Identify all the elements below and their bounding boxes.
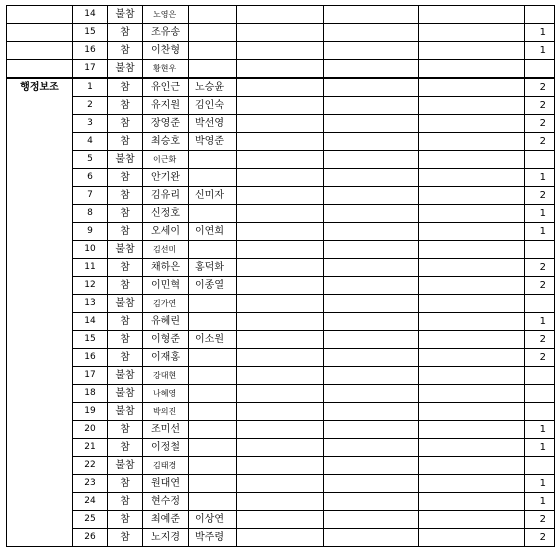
companion-name: 이상연 (189, 511, 237, 529)
attendee-count (525, 457, 555, 475)
blank-cell (324, 385, 419, 403)
blank-cell (237, 187, 324, 205)
member-name: 최예준 (143, 511, 189, 529)
attendee-count: 1 (525, 42, 555, 60)
blank-cell (324, 313, 419, 331)
companion-name (189, 421, 237, 439)
blank-cell (419, 6, 525, 24)
row-number: 1 (73, 78, 108, 97)
table-row (7, 97, 555, 115)
table-row (7, 421, 555, 439)
blank-cell (419, 223, 525, 241)
row-number: 5 (73, 151, 108, 169)
blank-cell (237, 421, 324, 439)
blank-cell (324, 187, 419, 205)
member-name: 이찬형 (143, 42, 189, 60)
companion-name (189, 313, 237, 331)
table-row (7, 349, 555, 367)
blank-cell (237, 349, 324, 367)
attendee-count: 2 (525, 277, 555, 295)
attendance-status: 불참 (108, 295, 143, 313)
row-number: 25 (73, 511, 108, 529)
attendee-count: 2 (525, 511, 555, 529)
row-number: 17 (73, 60, 108, 79)
table-row (7, 403, 555, 421)
blank-cell (419, 42, 525, 60)
blank-cell (419, 115, 525, 133)
row-number: 22 (73, 457, 108, 475)
companion-name: 이소원 (189, 331, 237, 349)
blank-cell (324, 78, 419, 97)
blank-cell (419, 151, 525, 169)
blank-cell (419, 439, 525, 457)
table-row (7, 241, 555, 259)
blank-cell (324, 529, 419, 547)
companion-name (189, 169, 237, 187)
table-row (7, 511, 555, 529)
blank-cell (324, 403, 419, 421)
member-name: 이재홍 (143, 349, 189, 367)
blank-cell (237, 277, 324, 295)
table-row (7, 115, 555, 133)
companion-name (189, 349, 237, 367)
companion-name: 김인숙 (189, 97, 237, 115)
member-name: 이민혁 (143, 277, 189, 295)
row-number: 9 (73, 223, 108, 241)
table-row (7, 187, 555, 205)
blank-cell (419, 169, 525, 187)
attendee-count (525, 367, 555, 385)
attendance-status: 불참 (108, 457, 143, 475)
row-number: 11 (73, 259, 108, 277)
attendance-status: 불참 (108, 385, 143, 403)
member-name: 유인근 (143, 78, 189, 97)
companion-name (189, 439, 237, 457)
attendance-status: 불참 (108, 151, 143, 169)
companion-name (189, 457, 237, 475)
companion-name: 노승윤 (189, 78, 237, 97)
blank-cell (237, 42, 324, 60)
blank-cell (237, 151, 324, 169)
companion-name: 박영준 (189, 133, 237, 151)
blank-cell (237, 133, 324, 151)
table-row (7, 493, 555, 511)
attendance-status: 참 (108, 259, 143, 277)
member-name: 유지원 (143, 97, 189, 115)
table-row (7, 24, 555, 42)
blank-cell (237, 295, 324, 313)
attendee-count (525, 403, 555, 421)
member-name: 김가연 (143, 295, 189, 313)
blank-cell (237, 367, 324, 385)
attendance-status: 참 (108, 42, 143, 60)
attendee-count: 1 (525, 223, 555, 241)
blank-cell (419, 385, 525, 403)
row-number: 24 (73, 493, 108, 511)
blank-cell (419, 205, 525, 223)
blank-cell (419, 259, 525, 277)
attendance-status: 참 (108, 349, 143, 367)
blank-cell (324, 241, 419, 259)
row-number: 17 (73, 367, 108, 385)
blank-cell (419, 295, 525, 313)
blank-cell (237, 439, 324, 457)
row-number: 12 (73, 277, 108, 295)
companion-name: 박주령 (189, 529, 237, 547)
companion-name: 신미자 (189, 187, 237, 205)
blank-cell (419, 403, 525, 421)
attendance-status: 불참 (108, 367, 143, 385)
attendance-status: 불참 (108, 241, 143, 259)
member-name: 김태경 (143, 457, 189, 475)
blank-cell (419, 421, 525, 439)
blank-cell (324, 115, 419, 133)
table-row (7, 205, 555, 223)
blank-cell (324, 151, 419, 169)
blank-cell (324, 367, 419, 385)
member-name: 노지경 (143, 529, 189, 547)
row-number: 16 (73, 349, 108, 367)
blank-cell (237, 493, 324, 511)
blank-cell (419, 133, 525, 151)
companion-name: 이종열 (189, 277, 237, 295)
attendee-count: 2 (525, 97, 555, 115)
blank-cell (237, 97, 324, 115)
attendee-count: 1 (525, 313, 555, 331)
attendee-count: 1 (525, 493, 555, 511)
attendance-status: 참 (108, 421, 143, 439)
blank-cell (419, 475, 525, 493)
companion-name (189, 24, 237, 42)
attendance-status: 참 (108, 133, 143, 151)
table-row (7, 60, 555, 79)
attendee-count (525, 151, 555, 169)
blank-cell (324, 511, 419, 529)
table-row (7, 295, 555, 313)
table-row (7, 169, 555, 187)
attendee-count: 1 (525, 169, 555, 187)
attendance-status: 참 (108, 511, 143, 529)
table-row (7, 133, 555, 151)
attendance-status: 참 (108, 493, 143, 511)
member-name: 채하은 (143, 259, 189, 277)
companion-name (189, 42, 237, 60)
table-row (7, 367, 555, 385)
row-number: 20 (73, 421, 108, 439)
blank-cell (419, 78, 525, 97)
blank-cell (324, 493, 419, 511)
attendee-count: 2 (525, 115, 555, 133)
attendee-count: 2 (525, 349, 555, 367)
blank-cell (237, 457, 324, 475)
companion-name: 이연희 (189, 223, 237, 241)
blank-cell (419, 511, 525, 529)
row-number: 14 (73, 6, 108, 24)
blank-cell (419, 313, 525, 331)
blank-cell (419, 277, 525, 295)
member-name: 조유송 (143, 24, 189, 42)
table-row (7, 331, 555, 349)
row-number: 14 (73, 313, 108, 331)
row-number: 10 (73, 241, 108, 259)
attendance-status: 불참 (108, 6, 143, 24)
table-row (7, 277, 555, 295)
attendance-status: 참 (108, 115, 143, 133)
attendance-status: 참 (108, 331, 143, 349)
member-name: 이형준 (143, 331, 189, 349)
row-number: 3 (73, 115, 108, 133)
attendee-count: 2 (525, 133, 555, 151)
row-number: 15 (73, 331, 108, 349)
row-number: 23 (73, 475, 108, 493)
table-row (7, 529, 555, 547)
member-name: 현수정 (143, 493, 189, 511)
table-row (7, 223, 555, 241)
attendance-status: 참 (108, 78, 143, 97)
row-number: 13 (73, 295, 108, 313)
attendee-count: 1 (525, 24, 555, 42)
table-row (7, 151, 555, 169)
blank-cell (324, 24, 419, 42)
attendee-count: 2 (525, 259, 555, 277)
blank-cell (237, 223, 324, 241)
blank-cell (237, 259, 324, 277)
blank-cell (324, 205, 419, 223)
member-name: 원대연 (143, 475, 189, 493)
attendee-count (525, 295, 555, 313)
row-number: 18 (73, 385, 108, 403)
table-row (7, 259, 555, 277)
blank-cell (237, 385, 324, 403)
attendance-status: 불참 (108, 403, 143, 421)
blank-cell (237, 313, 324, 331)
companion-name (189, 295, 237, 313)
table-row (7, 439, 555, 457)
blank-cell (419, 60, 525, 79)
row-number: 8 (73, 205, 108, 223)
attendee-count: 1 (525, 421, 555, 439)
member-name: 이근화 (143, 151, 189, 169)
member-name: 안기완 (143, 169, 189, 187)
companion-name (189, 6, 237, 24)
companion-name (189, 151, 237, 169)
blank-cell (324, 259, 419, 277)
blank-cell (419, 24, 525, 42)
table-row (7, 78, 555, 97)
companion-name: 홍덕화 (189, 259, 237, 277)
member-name: 나혜영 (143, 385, 189, 403)
table-row (7, 42, 555, 60)
blank-cell (419, 331, 525, 349)
companion-name (189, 241, 237, 259)
attendee-count: 1 (525, 439, 555, 457)
attendance-status: 참 (108, 169, 143, 187)
row-number: 21 (73, 439, 108, 457)
table-row (7, 6, 555, 24)
member-name: 유혜린 (143, 313, 189, 331)
blank-cell (419, 529, 525, 547)
member-name: 신정호 (143, 205, 189, 223)
attendance-status: 참 (108, 187, 143, 205)
blank-cell (324, 475, 419, 493)
member-name: 강대현 (143, 367, 189, 385)
blank-cell (324, 97, 419, 115)
companion-name (189, 367, 237, 385)
table-row (7, 385, 555, 403)
attendance-status: 불참 (108, 60, 143, 79)
row-number: 19 (73, 403, 108, 421)
row-number: 2 (73, 97, 108, 115)
blank-cell (419, 493, 525, 511)
blank-cell (237, 24, 324, 42)
companion-name (189, 385, 237, 403)
blank-cell (237, 60, 324, 79)
member-name: 이정철 (143, 439, 189, 457)
row-number: 26 (73, 529, 108, 547)
attendee-count (525, 60, 555, 79)
attendee-count: 2 (525, 78, 555, 97)
attendee-count (525, 385, 555, 403)
row-number: 15 (73, 24, 108, 42)
companion-name (189, 60, 237, 79)
blank-cell (419, 457, 525, 475)
attendance-table (6, 5, 555, 547)
member-name: 오세이 (143, 223, 189, 241)
blank-cell (237, 205, 324, 223)
member-name: 최승호 (143, 133, 189, 151)
blank-cell (237, 169, 324, 187)
member-name: 장영준 (143, 115, 189, 133)
blank-cell (237, 403, 324, 421)
blank-cell (237, 475, 324, 493)
blank-cell (419, 187, 525, 205)
table-row (7, 457, 555, 475)
blank-cell (324, 295, 419, 313)
blank-cell (324, 439, 419, 457)
blank-cell (324, 223, 419, 241)
companion-name (189, 475, 237, 493)
row-number: 16 (73, 42, 108, 60)
blank-cell (324, 331, 419, 349)
blank-cell (324, 133, 419, 151)
row-number: 4 (73, 133, 108, 151)
blank-cell (324, 457, 419, 475)
blank-cell (237, 529, 324, 547)
blank-cell (324, 421, 419, 439)
attendee-count: 1 (525, 205, 555, 223)
attendance-status: 참 (108, 439, 143, 457)
companion-name: 박선영 (189, 115, 237, 133)
blank-cell (324, 42, 419, 60)
blank-cell (324, 349, 419, 367)
attendee-count: 2 (525, 331, 555, 349)
row-number: 6 (73, 169, 108, 187)
attendee-count (525, 6, 555, 24)
attendance-status: 참 (108, 475, 143, 493)
member-name: 김유리 (143, 187, 189, 205)
blank-cell (237, 241, 324, 259)
attendance-status: 참 (108, 205, 143, 223)
blank-cell (324, 60, 419, 79)
member-name: 노영은 (143, 6, 189, 24)
attendance-status: 참 (108, 277, 143, 295)
blank-cell (237, 331, 324, 349)
blank-cell (237, 511, 324, 529)
companion-name (189, 493, 237, 511)
attendee-count: 2 (525, 529, 555, 547)
table-row (7, 475, 555, 493)
blank-cell (419, 241, 525, 259)
blank-cell (237, 78, 324, 97)
category-cell (7, 42, 73, 60)
attendance-status: 참 (108, 97, 143, 115)
blank-cell (237, 115, 324, 133)
member-name: 박의진 (143, 403, 189, 421)
category-cell (7, 6, 73, 24)
member-name: 조미선 (143, 421, 189, 439)
category-label: 행정보조 (7, 78, 73, 547)
category-cell (7, 60, 73, 79)
blank-cell (419, 349, 525, 367)
attendee-count (525, 241, 555, 259)
blank-cell (237, 6, 324, 24)
attendee-count: 1 (525, 475, 555, 493)
attendee-count: 2 (525, 187, 555, 205)
table-row (7, 313, 555, 331)
blank-cell (324, 6, 419, 24)
blank-cell (419, 367, 525, 385)
companion-name (189, 403, 237, 421)
blank-cell (419, 97, 525, 115)
attendance-status: 참 (108, 24, 143, 42)
attendance-status: 참 (108, 529, 143, 547)
member-name: 황현우 (143, 60, 189, 79)
category-cell (7, 24, 73, 42)
companion-name (189, 205, 237, 223)
row-number: 7 (73, 187, 108, 205)
member-name: 김선미 (143, 241, 189, 259)
blank-cell (324, 169, 419, 187)
blank-cell (324, 277, 419, 295)
attendance-status: 참 (108, 223, 143, 241)
attendance-status: 참 (108, 313, 143, 331)
